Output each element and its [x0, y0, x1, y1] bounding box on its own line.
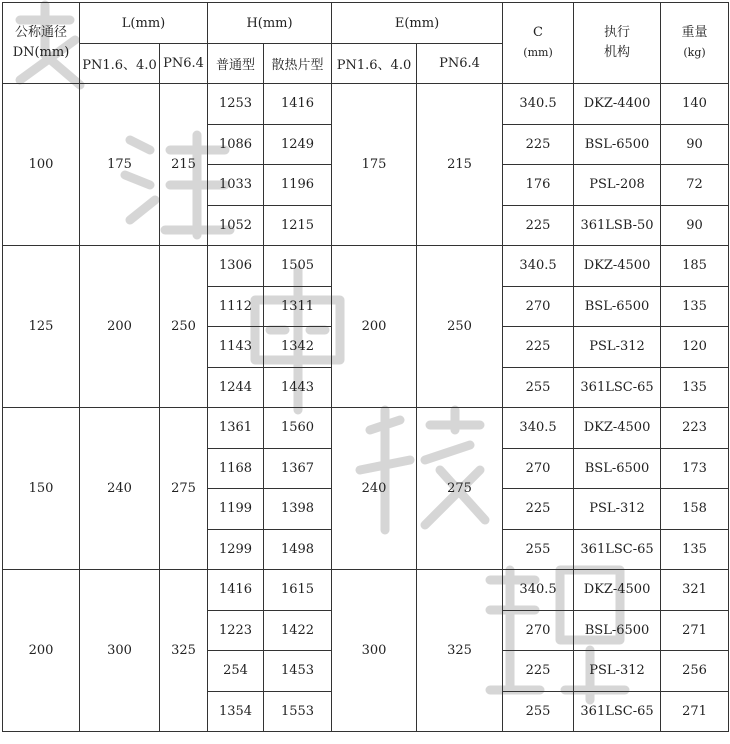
weight-cell: 256: [661, 651, 729, 692]
c-header: [503, 3, 574, 84]
c-label: C: [533, 25, 543, 40]
h-header: H(mm): [208, 3, 332, 44]
weight-cell: 72: [661, 165, 729, 206]
actuator-cell: PSL-312: [574, 489, 661, 530]
h-fin-cell: 1615: [264, 570, 332, 611]
actuator-cell: 361LSB-50: [574, 205, 661, 246]
actuator-cell: BSL-6500: [574, 124, 661, 165]
dn-unit: DN(mm): [12, 45, 70, 60]
l-pn64-cell: 250: [160, 246, 208, 408]
e-pn64-cell: 250: [417, 246, 503, 408]
actuator-cell: BSL-6500: [574, 448, 661, 489]
h-fin-cell: 1443: [264, 367, 332, 408]
dn-cell: 200: [3, 570, 80, 732]
actuator-cell: DKZ-4500: [574, 408, 661, 449]
l-sub-pn64: PN6.4: [160, 44, 208, 84]
h-normal-cell: 1199: [208, 489, 264, 530]
c-cell: 225: [503, 205, 574, 246]
l-pn64-cell: 275: [160, 408, 208, 570]
actuator-label-2: 机构: [604, 45, 631, 60]
h-normal-cell: 1223: [208, 610, 264, 651]
e-sub-pn64: PN6.4: [417, 44, 503, 84]
weight-cell: 321: [661, 570, 729, 611]
e-pn16-cell: 300: [332, 570, 417, 732]
h-fin-cell: 1416: [264, 84, 332, 125]
h-normal-cell: 1086: [208, 124, 264, 165]
l-pn64-cell: 325: [160, 570, 208, 732]
e-pn64-cell: 275: [417, 408, 503, 570]
actuator-cell: PSL-208: [574, 165, 661, 206]
actuator-header: [574, 3, 661, 84]
header-row-1: [3, 3, 729, 44]
h-fin-cell: 1505: [264, 246, 332, 287]
weight-cell: 271: [661, 610, 729, 651]
e-pn64-cell: 215: [417, 84, 503, 246]
e-pn16-cell: 240: [332, 408, 417, 570]
e-pn64-cell: 325: [417, 570, 503, 732]
table-row: [3, 246, 729, 287]
weight-cell: 223: [661, 408, 729, 449]
h-sub-fin: 散热片型: [264, 44, 332, 84]
c-cell: 340.5: [503, 570, 574, 611]
h-fin-cell: 1196: [264, 165, 332, 206]
weight-cell: 173: [661, 448, 729, 489]
weight-cell: 120: [661, 327, 729, 368]
weight-cell: 185: [661, 246, 729, 287]
spec-table: [2, 2, 729, 732]
h-fin-cell: 1249: [264, 124, 332, 165]
weight-cell: 135: [661, 529, 729, 570]
l-pn16-cell: 300: [80, 570, 160, 732]
h-fin-cell: 1367: [264, 448, 332, 489]
weight-cell: 90: [661, 124, 729, 165]
h-normal-cell: 1416: [208, 570, 264, 611]
c-cell: 255: [503, 529, 574, 570]
c-cell: 176: [503, 165, 574, 206]
weight-header: [661, 3, 729, 84]
actuator-cell: DKZ-4500: [574, 570, 661, 611]
h-fin-cell: 1560: [264, 408, 332, 449]
h-normal-cell: 1306: [208, 246, 264, 287]
actuator-cell: DKZ-4500: [574, 246, 661, 287]
l-header: L(mm): [80, 3, 208, 44]
h-normal-cell: 254: [208, 651, 264, 692]
h-fin-cell: 1422: [264, 610, 332, 651]
actuator-label-1: 执行: [604, 25, 631, 40]
h-fin-cell: 1342: [264, 327, 332, 368]
c-cell: 225: [503, 489, 574, 530]
dn-cell: 100: [3, 84, 80, 246]
dn-label: 公称通径: [14, 25, 67, 40]
actuator-cell: PSL-312: [574, 327, 661, 368]
weight-cell: 140: [661, 84, 729, 125]
weight-cell: 158: [661, 489, 729, 530]
l-pn16-cell: 175: [80, 84, 160, 246]
dn-cell: 125: [3, 246, 80, 408]
h-fin-cell: 1311: [264, 286, 332, 327]
table-row: [3, 84, 729, 125]
actuator-cell: PSL-312: [574, 651, 661, 692]
actuator-cell: DKZ-4400: [574, 84, 661, 125]
weight-unit: (kg): [683, 46, 706, 59]
weight-label: 重量: [681, 25, 708, 40]
h-normal-cell: 1052: [208, 205, 264, 246]
h-normal-cell: 1354: [208, 691, 264, 732]
actuator-cell: 361LSC-65: [574, 529, 661, 570]
c-cell: 270: [503, 610, 574, 651]
weight-cell: 135: [661, 286, 729, 327]
h-sub-normal: 普通型: [208, 44, 264, 84]
e-sub-pn16: PN1.6、4.0: [332, 44, 417, 84]
l-pn16-cell: 240: [80, 408, 160, 570]
actuator-cell: BSL-6500: [574, 286, 661, 327]
actuator-cell: 361LSC-65: [574, 691, 661, 732]
c-cell: 225: [503, 327, 574, 368]
c-cell: 270: [503, 286, 574, 327]
c-cell: 225: [503, 651, 574, 692]
c-unit: (mm): [523, 46, 553, 59]
e-pn16-cell: 175: [332, 84, 417, 246]
c-cell: 225: [503, 124, 574, 165]
actuator-cell: BSL-6500: [574, 610, 661, 651]
h-normal-cell: 1112: [208, 286, 264, 327]
weight-cell: 90: [661, 205, 729, 246]
dn-cell: 150: [3, 408, 80, 570]
h-normal-cell: 1253: [208, 84, 264, 125]
h-normal-cell: 1361: [208, 408, 264, 449]
table-row: [3, 408, 729, 449]
e-header: E(mm): [332, 3, 503, 44]
h-fin-cell: 1398: [264, 489, 332, 530]
c-cell: 340.5: [503, 84, 574, 125]
c-cell: 340.5: [503, 408, 574, 449]
weight-cell: 271: [661, 691, 729, 732]
l-pn64-cell: 215: [160, 84, 208, 246]
h-fin-cell: 1453: [264, 651, 332, 692]
table-row: [3, 570, 729, 611]
h-fin-cell: 1553: [264, 691, 332, 732]
h-fin-cell: 1498: [264, 529, 332, 570]
h-fin-cell: 1215: [264, 205, 332, 246]
h-normal-cell: 1168: [208, 448, 264, 489]
e-pn16-cell: 200: [332, 246, 417, 408]
c-cell: 270: [503, 448, 574, 489]
h-normal-cell: 1244: [208, 367, 264, 408]
actuator-cell: 361LSC-65: [574, 367, 661, 408]
l-pn16-cell: 200: [80, 246, 160, 408]
h-normal-cell: 1299: [208, 529, 264, 570]
c-cell: 340.5: [503, 246, 574, 287]
c-cell: 255: [503, 691, 574, 732]
h-normal-cell: 1143: [208, 327, 264, 368]
c-cell: 255: [503, 367, 574, 408]
dn-header: [3, 3, 80, 84]
weight-cell: 135: [661, 367, 729, 408]
l-sub-pn16: PN1.6、4.0: [80, 44, 160, 84]
h-normal-cell: 1033: [208, 165, 264, 206]
